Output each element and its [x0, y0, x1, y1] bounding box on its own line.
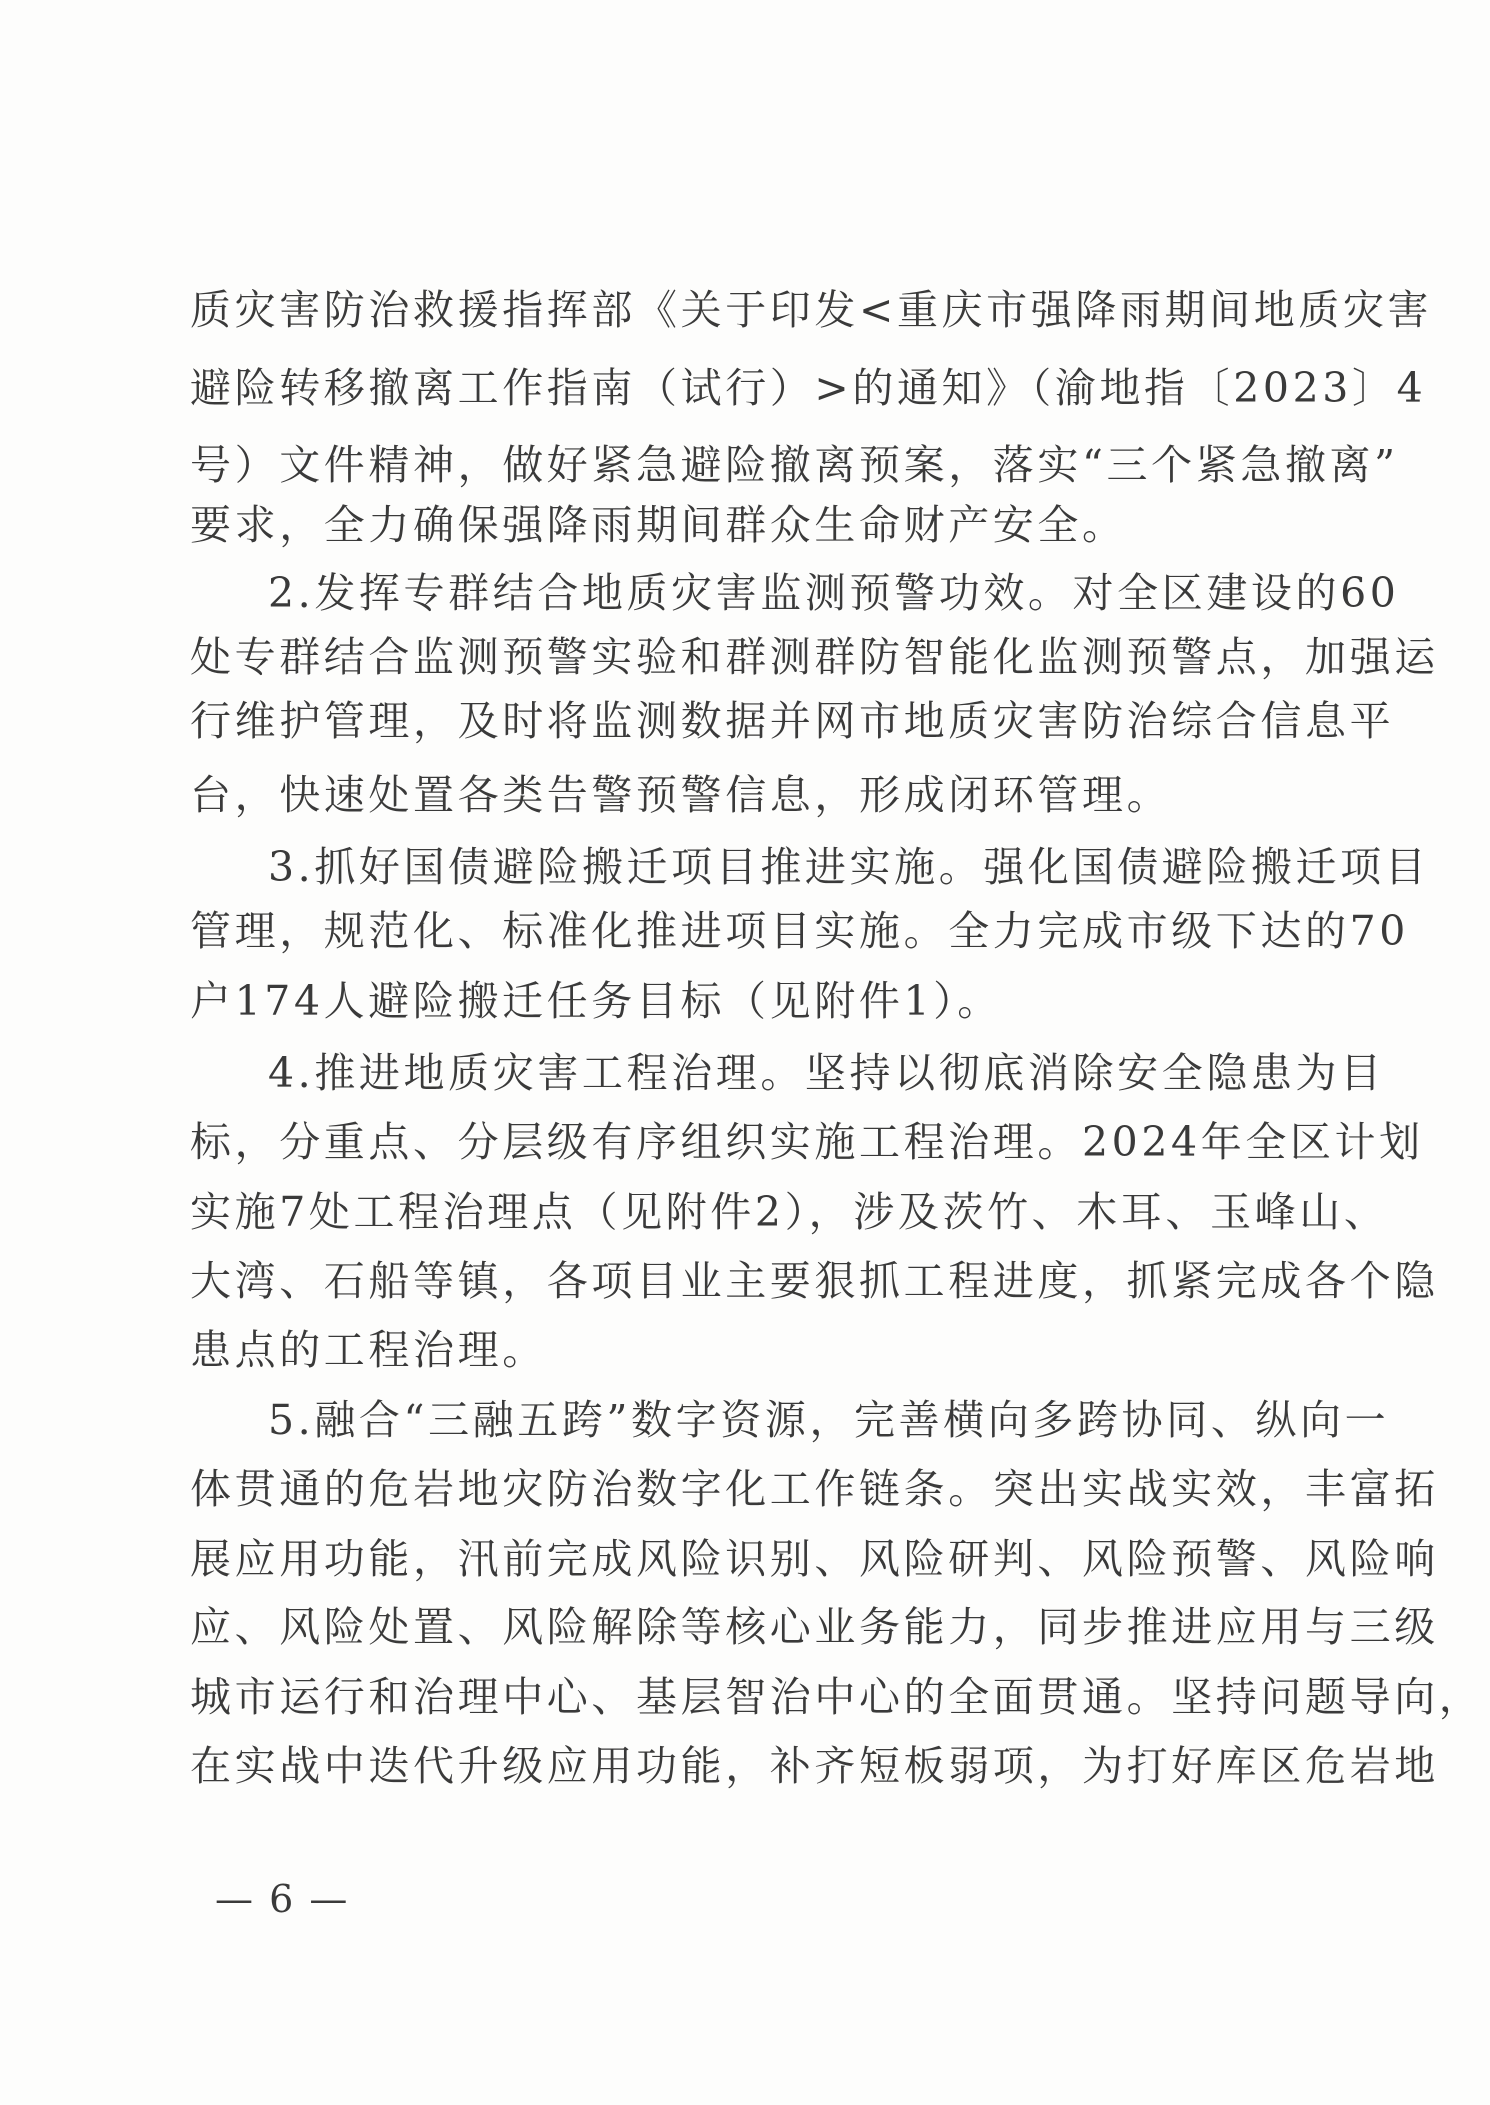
text-line: 管理，规范化、标准化推进项目实施。全力完成市级下达的70 [190, 907, 1409, 955]
text-line: 在实战中迭代升级应用功能，补齐短板弱项，为打好库区危岩地 [190, 1742, 1439, 1790]
text-line: 体贯通的危岩地灾防治数字化工作链条。突出实战实效，丰富拓 [190, 1465, 1439, 1513]
text-line: 大湾、石船等镇，各项目业主要狠抓工程进度，抓紧完成各个隐 [190, 1257, 1439, 1305]
text-line: 要求，全力确保强降雨期间群众生命财产安全。 [190, 501, 1127, 549]
text-line: 患点的工程治理。 [190, 1326, 547, 1374]
text-line: 处专群结合监测预警实验和群测群防智能化监测预警点，加强运 [190, 633, 1439, 681]
page-number: — 6 — [215, 1877, 350, 1921]
paragraph-3-first-line: 3.抓好国债避险搬迁项目推进实施。强化国债避险搬迁项目 [268, 843, 1430, 891]
text-line: 户174人避险搬迁任务目标（见附件1）。 [190, 977, 1002, 1025]
text-line: 避险转移撤离工作指南（试行）>的通知》（渝地指〔2023〕4 [190, 364, 1427, 412]
text-line: 质灾害防治救援指挥部《关于印发<重庆市强降雨期间地质灾害 [190, 286, 1433, 334]
paragraph-4-first-line: 4.推进地质灾害工程治理。坚持以彻底消除安全隐患为目 [268, 1049, 1385, 1097]
paragraph-5-first-line: 5.融合“三融五跨”数字资源，完善横向多跨协同、纵向一 [268, 1396, 1390, 1444]
text-line: 城市运行和治理中心、基层智治中心的全面贯通。坚持问题导向， [190, 1673, 1484, 1721]
text-line: 标，分重点、分层级有序组织实施工程治理。2024年全区计划 [190, 1118, 1424, 1166]
text-line: 展应用功能，汛前完成风险识别、风险研判、风险预警、风险响 [190, 1535, 1439, 1583]
text-line: 应、风险处置、风险解除等核心业务能力，同步推进应用与三级 [190, 1603, 1439, 1651]
text-line: 台，快速处置各类告警预警信息，形成闭环管理。 [190, 771, 1172, 819]
text-line: 号）文件精神，做好紧急避险撤离预案，落实“三个紧急撤离” [190, 441, 1399, 489]
text-line: 实施7处工程治理点（见附件2），涉及茨竹、木耳、玉峰山、 [190, 1188, 1389, 1236]
paragraph-2-first-line: 2.发挥专群结合地质灾害监测预警功效。对全区建设的60 [268, 569, 1400, 617]
text-line: 行维护管理，及时将监测数据并网市地质灾害防治综合信息平 [190, 697, 1395, 745]
